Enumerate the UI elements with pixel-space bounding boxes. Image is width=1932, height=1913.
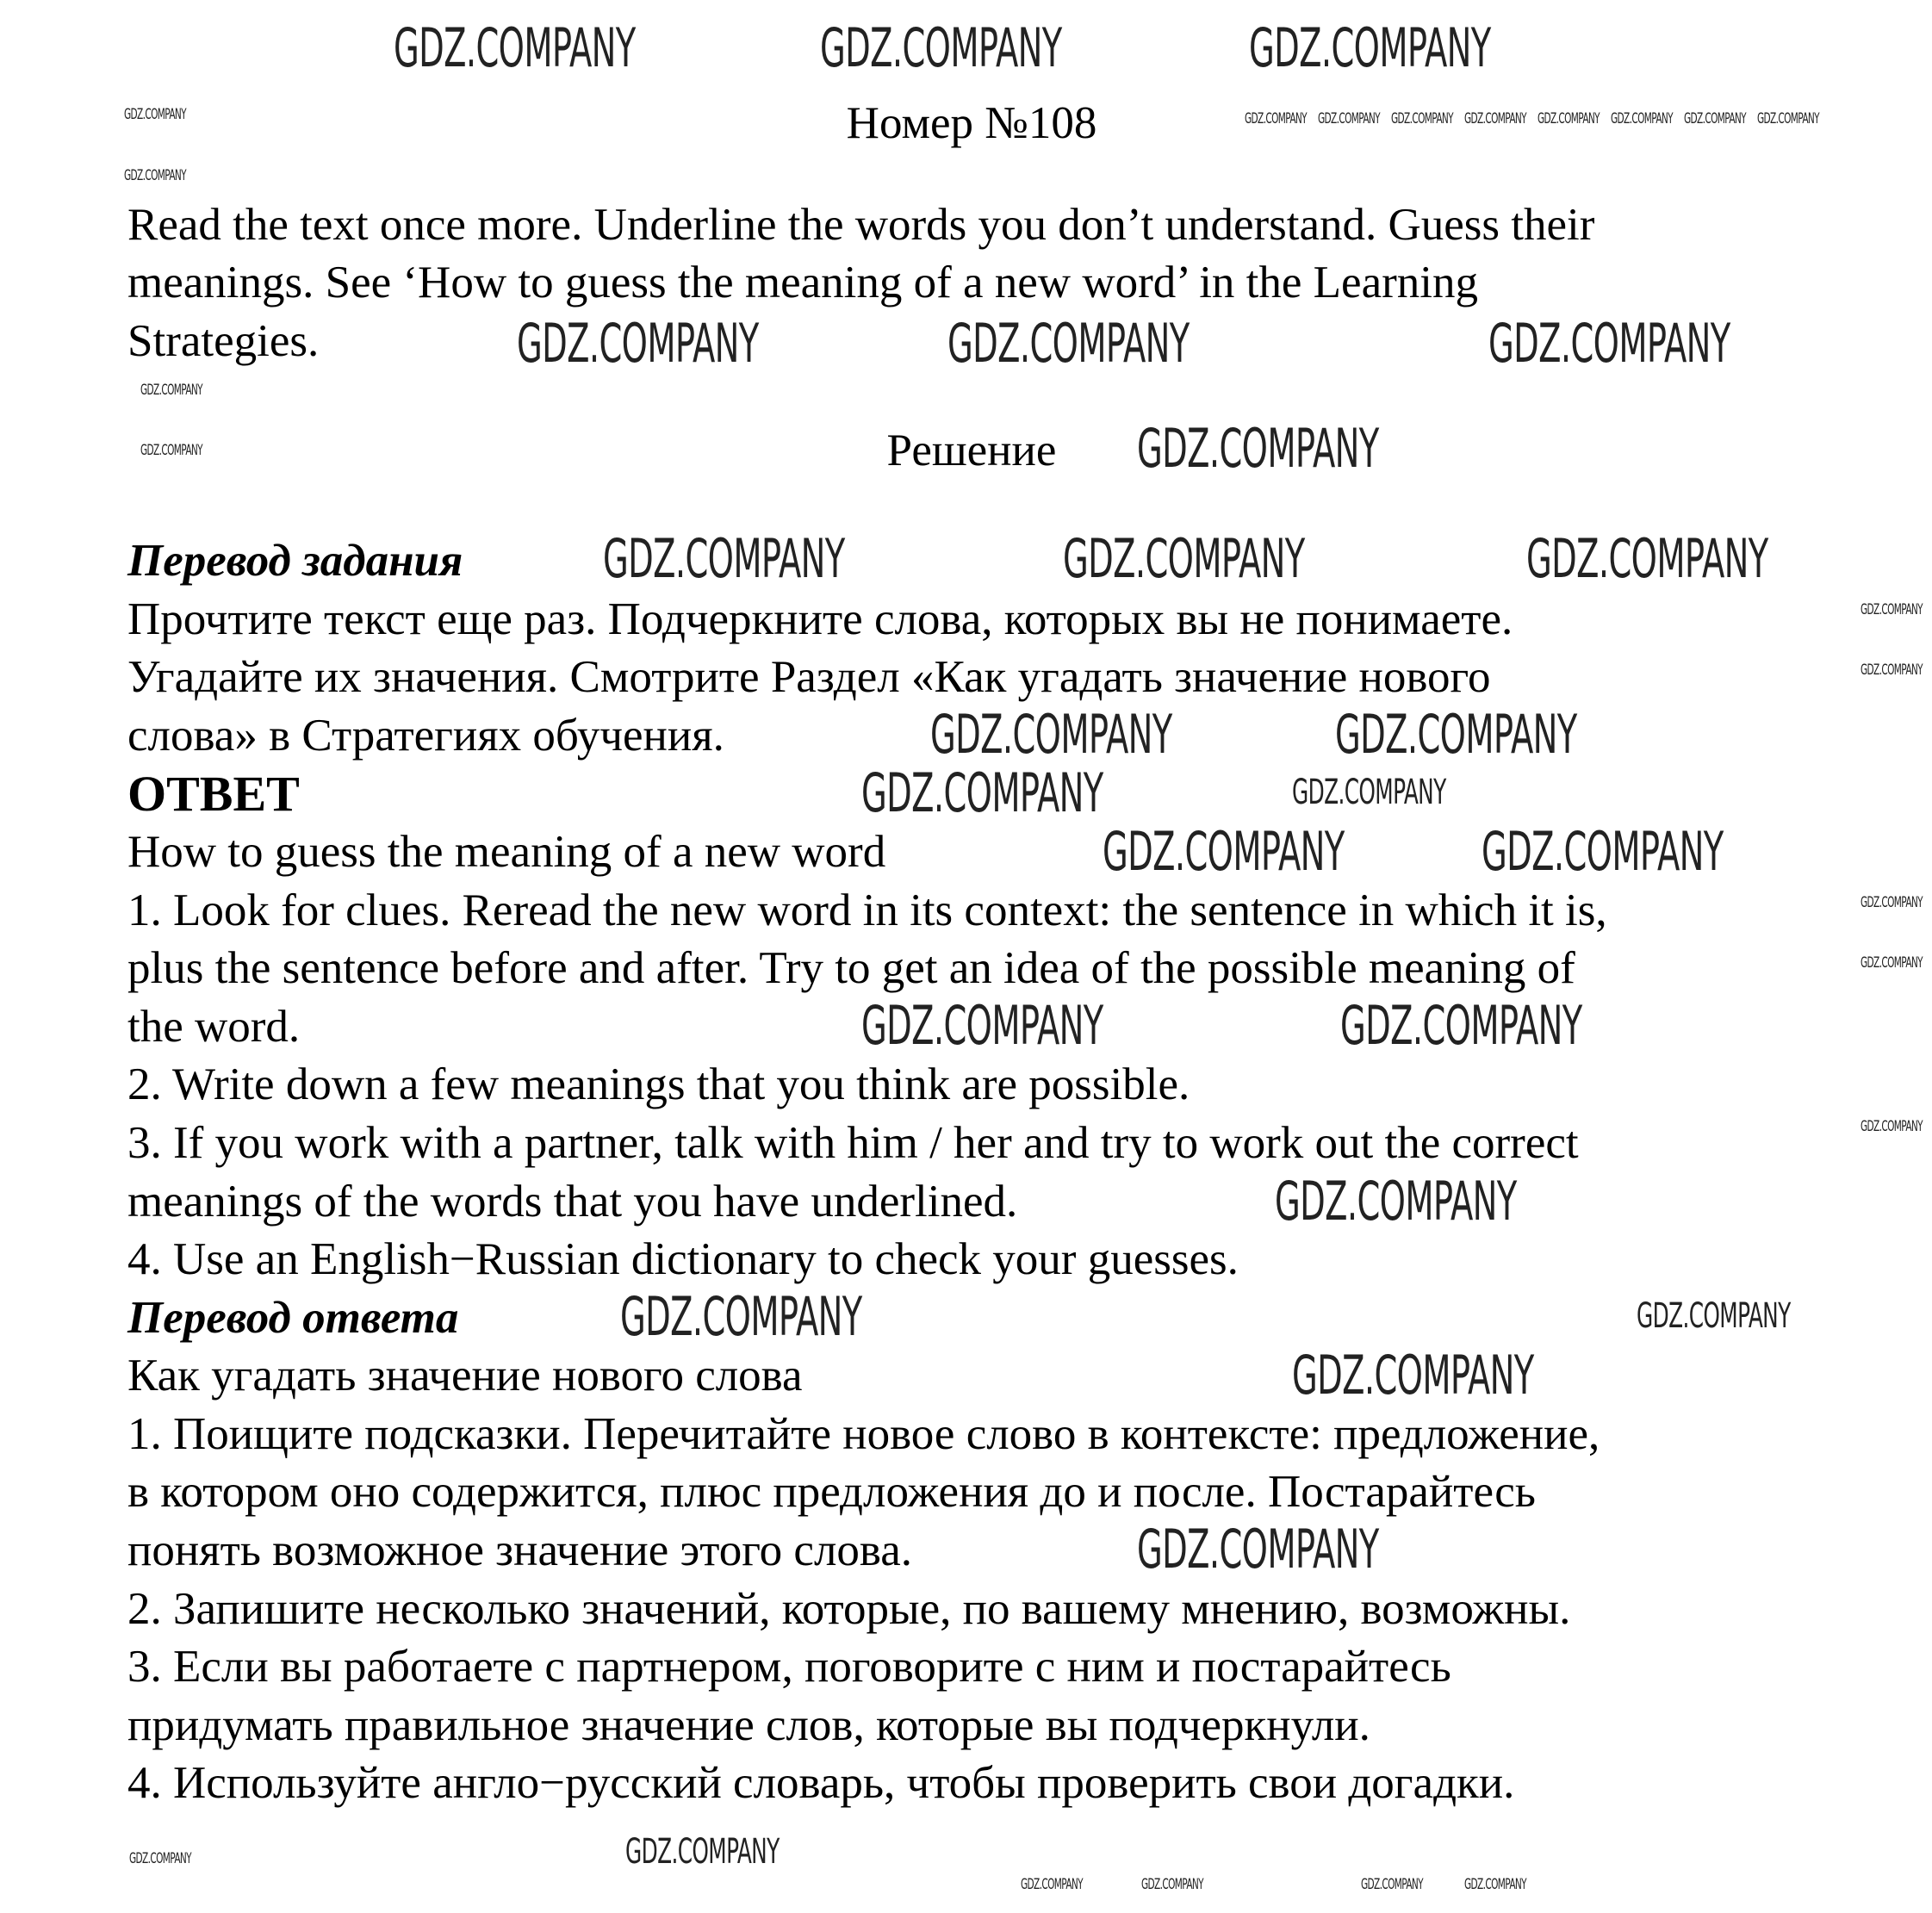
solution-heading: Решение [886, 425, 1057, 476]
text-line: How to guess the meaning of a new word [127, 826, 886, 877]
watermark: GDZ.COMPANY [1292, 773, 1446, 812]
text-line: 1. Поищите подсказки. Перечитайте новое слово в контексте: предложение, [127, 1408, 1600, 1459]
watermark: GDZ.COMPANY [1861, 1118, 1923, 1135]
watermark: GDZ.COMPANY [1526, 527, 1768, 590]
text-line: 4. Используйте англо−русский словарь, чтобы проверить свои догадки. [127, 1758, 1515, 1809]
text-line: Как угадать значение нового слова [127, 1351, 803, 1401]
watermark: GDZ.COMPANY [930, 703, 1172, 766]
watermark: GDZ.COMPANY [1861, 601, 1923, 618]
text-line: 4. Use an English−Russian dictionary to check your guesses. [127, 1234, 1239, 1285]
watermark: GDZ.COMPANY [1538, 110, 1600, 127]
watermark: GDZ.COMPANY [603, 527, 845, 590]
watermark: GDZ.COMPANY [1861, 661, 1923, 679]
text-line: 1. Look for clues. Reread the new word in its context: the sentence in which it is, [127, 885, 1607, 935]
watermark: GDZ.COMPANY [625, 1832, 780, 1872]
watermark: GDZ.COMPANY [1063, 527, 1305, 590]
answer-translation [127, 1344, 1850, 1813]
watermark: GDZ.COMPANY [1861, 894, 1923, 911]
watermark: GDZ.COMPANY [1318, 110, 1381, 127]
text-line: 2. Write down a few meanings that you think are possible. [127, 1059, 1190, 1110]
watermark: GDZ.COMPANY [1103, 820, 1345, 883]
watermark: GDZ.COMPANY [124, 167, 187, 184]
text-line: придумать правильное значение слов, которые вы подчеркнули. [127, 1699, 1370, 1750]
watermark: GDZ.COMPANY [1482, 820, 1724, 883]
watermark: GDZ.COMPANY [947, 312, 1190, 375]
text-line: Strategies. [127, 315, 320, 366]
task-translation-heading: Перевод задания [127, 535, 463, 586]
text-line: в котором оно содержится, плюс предложения до и после. Постарайтесь [127, 1467, 1536, 1518]
watermark: GDZ.COMPANY [517, 312, 759, 375]
watermark: GDZ.COMPANY [1249, 16, 1491, 79]
watermark: GDZ.COMPANY [1464, 110, 1527, 127]
text-line: Read the text once more. Underline the words you don’t understand. Guess their [127, 199, 1595, 250]
text-line: слова» в Стратегиях обучения. [127, 710, 724, 761]
watermark: GDZ.COMPANY [861, 994, 1103, 1057]
watermark: GDZ.COMPANY [1861, 954, 1923, 972]
watermark: GDZ.COMPANY [1391, 110, 1454, 127]
text-line: the word. [127, 1001, 301, 1052]
text-line: Прочтите текст еще раз. Подчеркните слова, которых вы не понимаете. [127, 593, 1513, 644]
text-line: 3. If you work with a partner, talk with him / her and try to work out the correct [127, 1117, 1579, 1168]
watermark: GDZ.COMPANY [1611, 110, 1674, 127]
watermark: GDZ.COMPANY [820, 16, 1062, 79]
text-line: meanings. See ‘How to guess the meaning of a new word’ in the Learning [127, 258, 1478, 308]
watermark: GDZ.COMPANY [1361, 1876, 1424, 1893]
watermark: GDZ.COMPANY [1137, 1518, 1379, 1581]
text-line: meanings of the words that you have underlined. [127, 1176, 1018, 1227]
text-line: 2. Запишите несколько значений, которые, по вашему мнению, возможны. [127, 1583, 1571, 1634]
watermark: GDZ.COMPANY [1684, 110, 1747, 127]
watermark: GDZ.COMPANY [124, 106, 187, 123]
answer-translation-heading: Перевод ответа [127, 1292, 459, 1343]
watermark: GDZ.COMPANY [1637, 1296, 1791, 1336]
watermark: GDZ.COMPANY [1488, 312, 1730, 375]
page-title: Номер №108 [846, 98, 1097, 148]
watermark: GDZ.COMPANY [1335, 703, 1577, 766]
watermark: GDZ.COMPANY [1757, 110, 1820, 127]
watermark: GDZ.COMPANY [129, 1850, 192, 1867]
text-line: Угадайте их значения. Смотрите Раздел «Как угадать значение нового [127, 652, 1491, 703]
text-line: plus the sentence before and after. Try to get an idea of the possible meaning of [127, 943, 1575, 994]
watermark: GDZ.COMPANY [394, 16, 636, 79]
watermark: GDZ.COMPANY [1275, 1170, 1517, 1233]
watermark: GDZ.COMPANY [140, 382, 203, 399]
watermark: GDZ.COMPANY [1464, 1876, 1527, 1893]
solution-row [127, 417, 1816, 481]
text-line: 3. Если вы работаете с партнером, поговорите с ним и постарайтесь [127, 1642, 1451, 1693]
watermark: GDZ.COMPANY [1292, 1344, 1534, 1407]
watermark: GDZ.COMPANY [1245, 110, 1308, 127]
watermark: GDZ.COMPANY [1340, 994, 1582, 1057]
watermark: GDZ.COMPANY [1137, 417, 1379, 480]
watermark: GDZ.COMPANY [140, 442, 203, 459]
watermark: GDZ.COMPANY [1021, 1876, 1084, 1893]
watermark: GDZ.COMPANY [1141, 1876, 1204, 1893]
watermark: GDZ.COMPANY [861, 761, 1103, 824]
text-line: понять возможное значение этого слова. [127, 1525, 912, 1576]
answer-heading: ОТВЕТ [127, 766, 300, 823]
watermark: GDZ.COMPANY [620, 1285, 862, 1348]
